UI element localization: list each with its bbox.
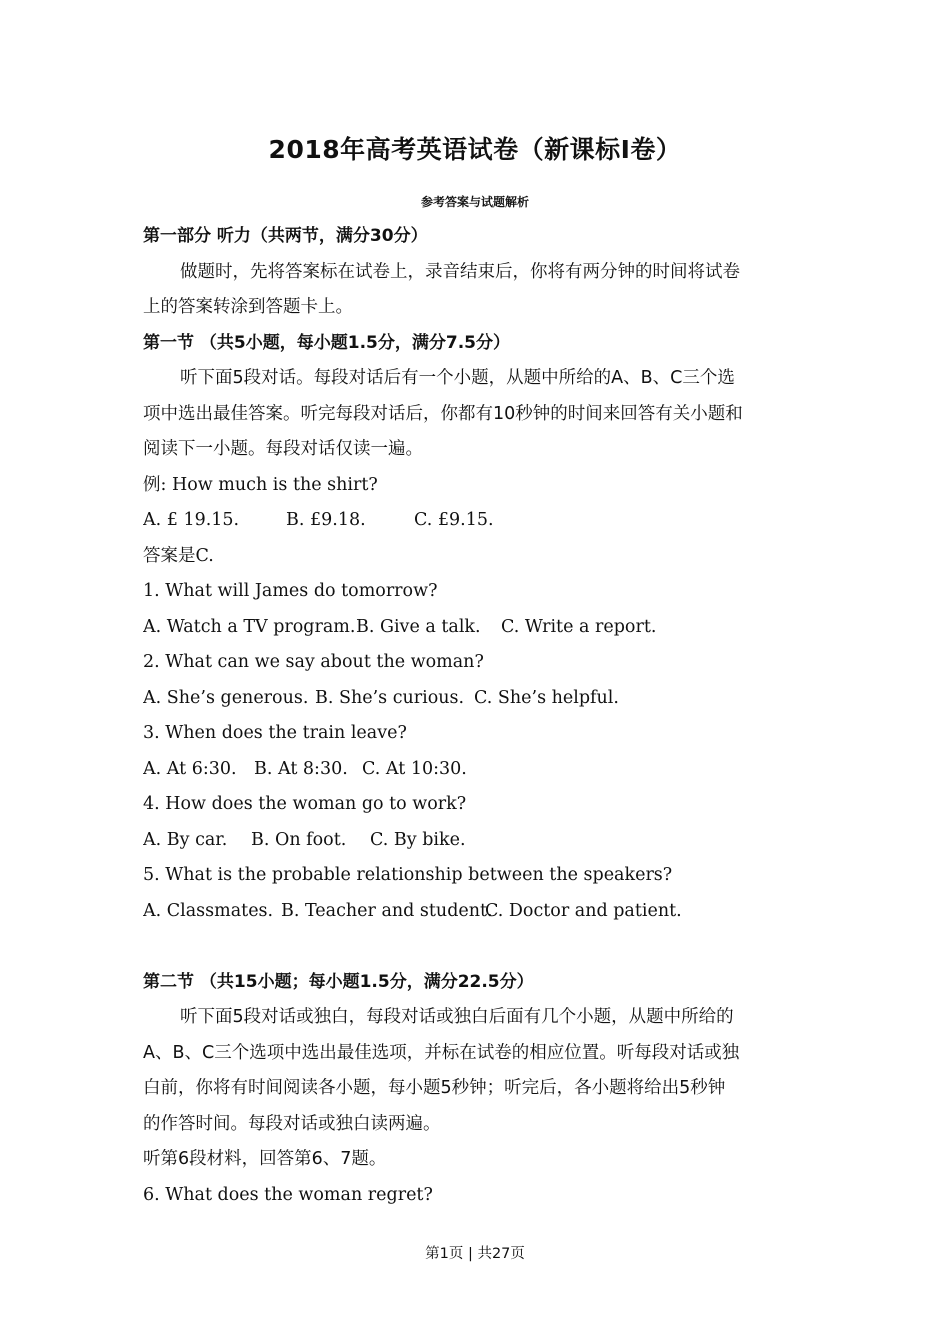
part1-heading: 第一部分 听力（共两节，满分30分） <box>143 226 428 246</box>
blank-line <box>143 929 815 965</box>
part1-intro-line: 做题时，先将答案标在试卷上，录音结束后，你将有两分钟的时间将试卷 <box>180 261 740 282</box>
question-4-options <box>143 823 815 859</box>
option-b: B. Give a talk. <box>356 616 481 637</box>
section1-intro-line: 听下面5段对话。每段对话后有一个小题，从题中所给的A、B、C三个选 <box>180 368 735 388</box>
example-question: 例: How much is the shirt? <box>143 474 378 495</box>
section2-intro-line: A、B、C三个选项中选出最佳选项，并标在试卷的相应位置。听每段对话或独 <box>143 1042 740 1063</box>
part1-intro-line: 上的答案转涂到答题卡上。 <box>143 297 353 317</box>
option-b: B. She’s curious. <box>315 687 465 708</box>
question-5-options <box>143 894 815 930</box>
document-body <box>143 219 815 1213</box>
section2-heading: 第二节 （共15小题；每小题1.5分，满分22.5分） <box>143 971 534 992</box>
option-b: B. £9.18. <box>286 510 366 530</box>
section1-intro-line: 阅读下一小题。每段对话仅读一遍。 <box>143 439 423 459</box>
section1-intro-line: 项中选出最佳答案。听完每段对话后，你都有10秒钟的时间来回答有关小题和 <box>143 403 743 424</box>
page-title: 2018年高考英语试卷（新课标Ⅰ卷） <box>268 135 682 164</box>
option-a: A. Watch a TV program. <box>143 616 356 637</box>
question-5: 5. What is the probable relationship between the speakers? <box>143 865 673 885</box>
question-1: 1. What will James do tomorrow? <box>143 581 438 601</box>
option-c: C. At 10:30. <box>362 758 467 779</box>
option-c: C. £9.15. <box>414 510 494 530</box>
question-3-options <box>143 752 815 788</box>
example-options <box>143 503 815 539</box>
option-a: A. By car. <box>143 829 228 850</box>
option-a: A. Classmates. <box>143 900 274 921</box>
page-footer: 第1页 | 共27页 <box>425 1246 525 1262</box>
option-b: B. At 8:30. <box>254 758 348 779</box>
question-2: 2. What can we say about the woman? <box>143 652 484 672</box>
option-b: B. Teacher and student. <box>281 900 493 921</box>
question-1-options <box>143 610 815 646</box>
material-6-instruction: 听第6段材料，回答第6、7题。 <box>143 1149 387 1169</box>
option-a: A. At 6:30. <box>143 758 237 779</box>
question-6: 6. What does the woman regret? <box>143 1184 433 1205</box>
section2-intro-line: 听下面5段对话或独白，每段对话或独白后面有几个小题，从题中所给的 <box>180 1007 734 1027</box>
option-c: C. By bike. <box>370 829 466 850</box>
question-3: 3. When does the train leave? <box>143 723 407 743</box>
option-c: C. Write a report. <box>501 616 657 637</box>
example-answer: 答案是C. <box>143 545 214 566</box>
option-a: A. £ 19.15. <box>143 510 240 530</box>
section1-heading: 第一节 （共5小题，每小题1.5分，满分7.5分） <box>143 332 510 353</box>
option-c: C. She’s helpful. <box>474 687 619 708</box>
section2-intro-line: 的作答时间。每段对话或独白读两遍。 <box>143 1113 441 1134</box>
option-a: A. She’s generous. <box>143 687 309 708</box>
option-b: B. On foot. <box>251 829 347 850</box>
page-subtitle: 参考答案与试题解析 <box>420 195 529 209</box>
question-4: 4. How does the woman go to work? <box>143 794 467 814</box>
question-2-options <box>143 681 815 717</box>
section2-intro-line: 白前，你将有时间阅读各小题，每小题5秒钟；听完后，各小题将给出5秒钟 <box>143 1078 726 1098</box>
option-c: C. Doctor and patient. <box>485 900 682 921</box>
